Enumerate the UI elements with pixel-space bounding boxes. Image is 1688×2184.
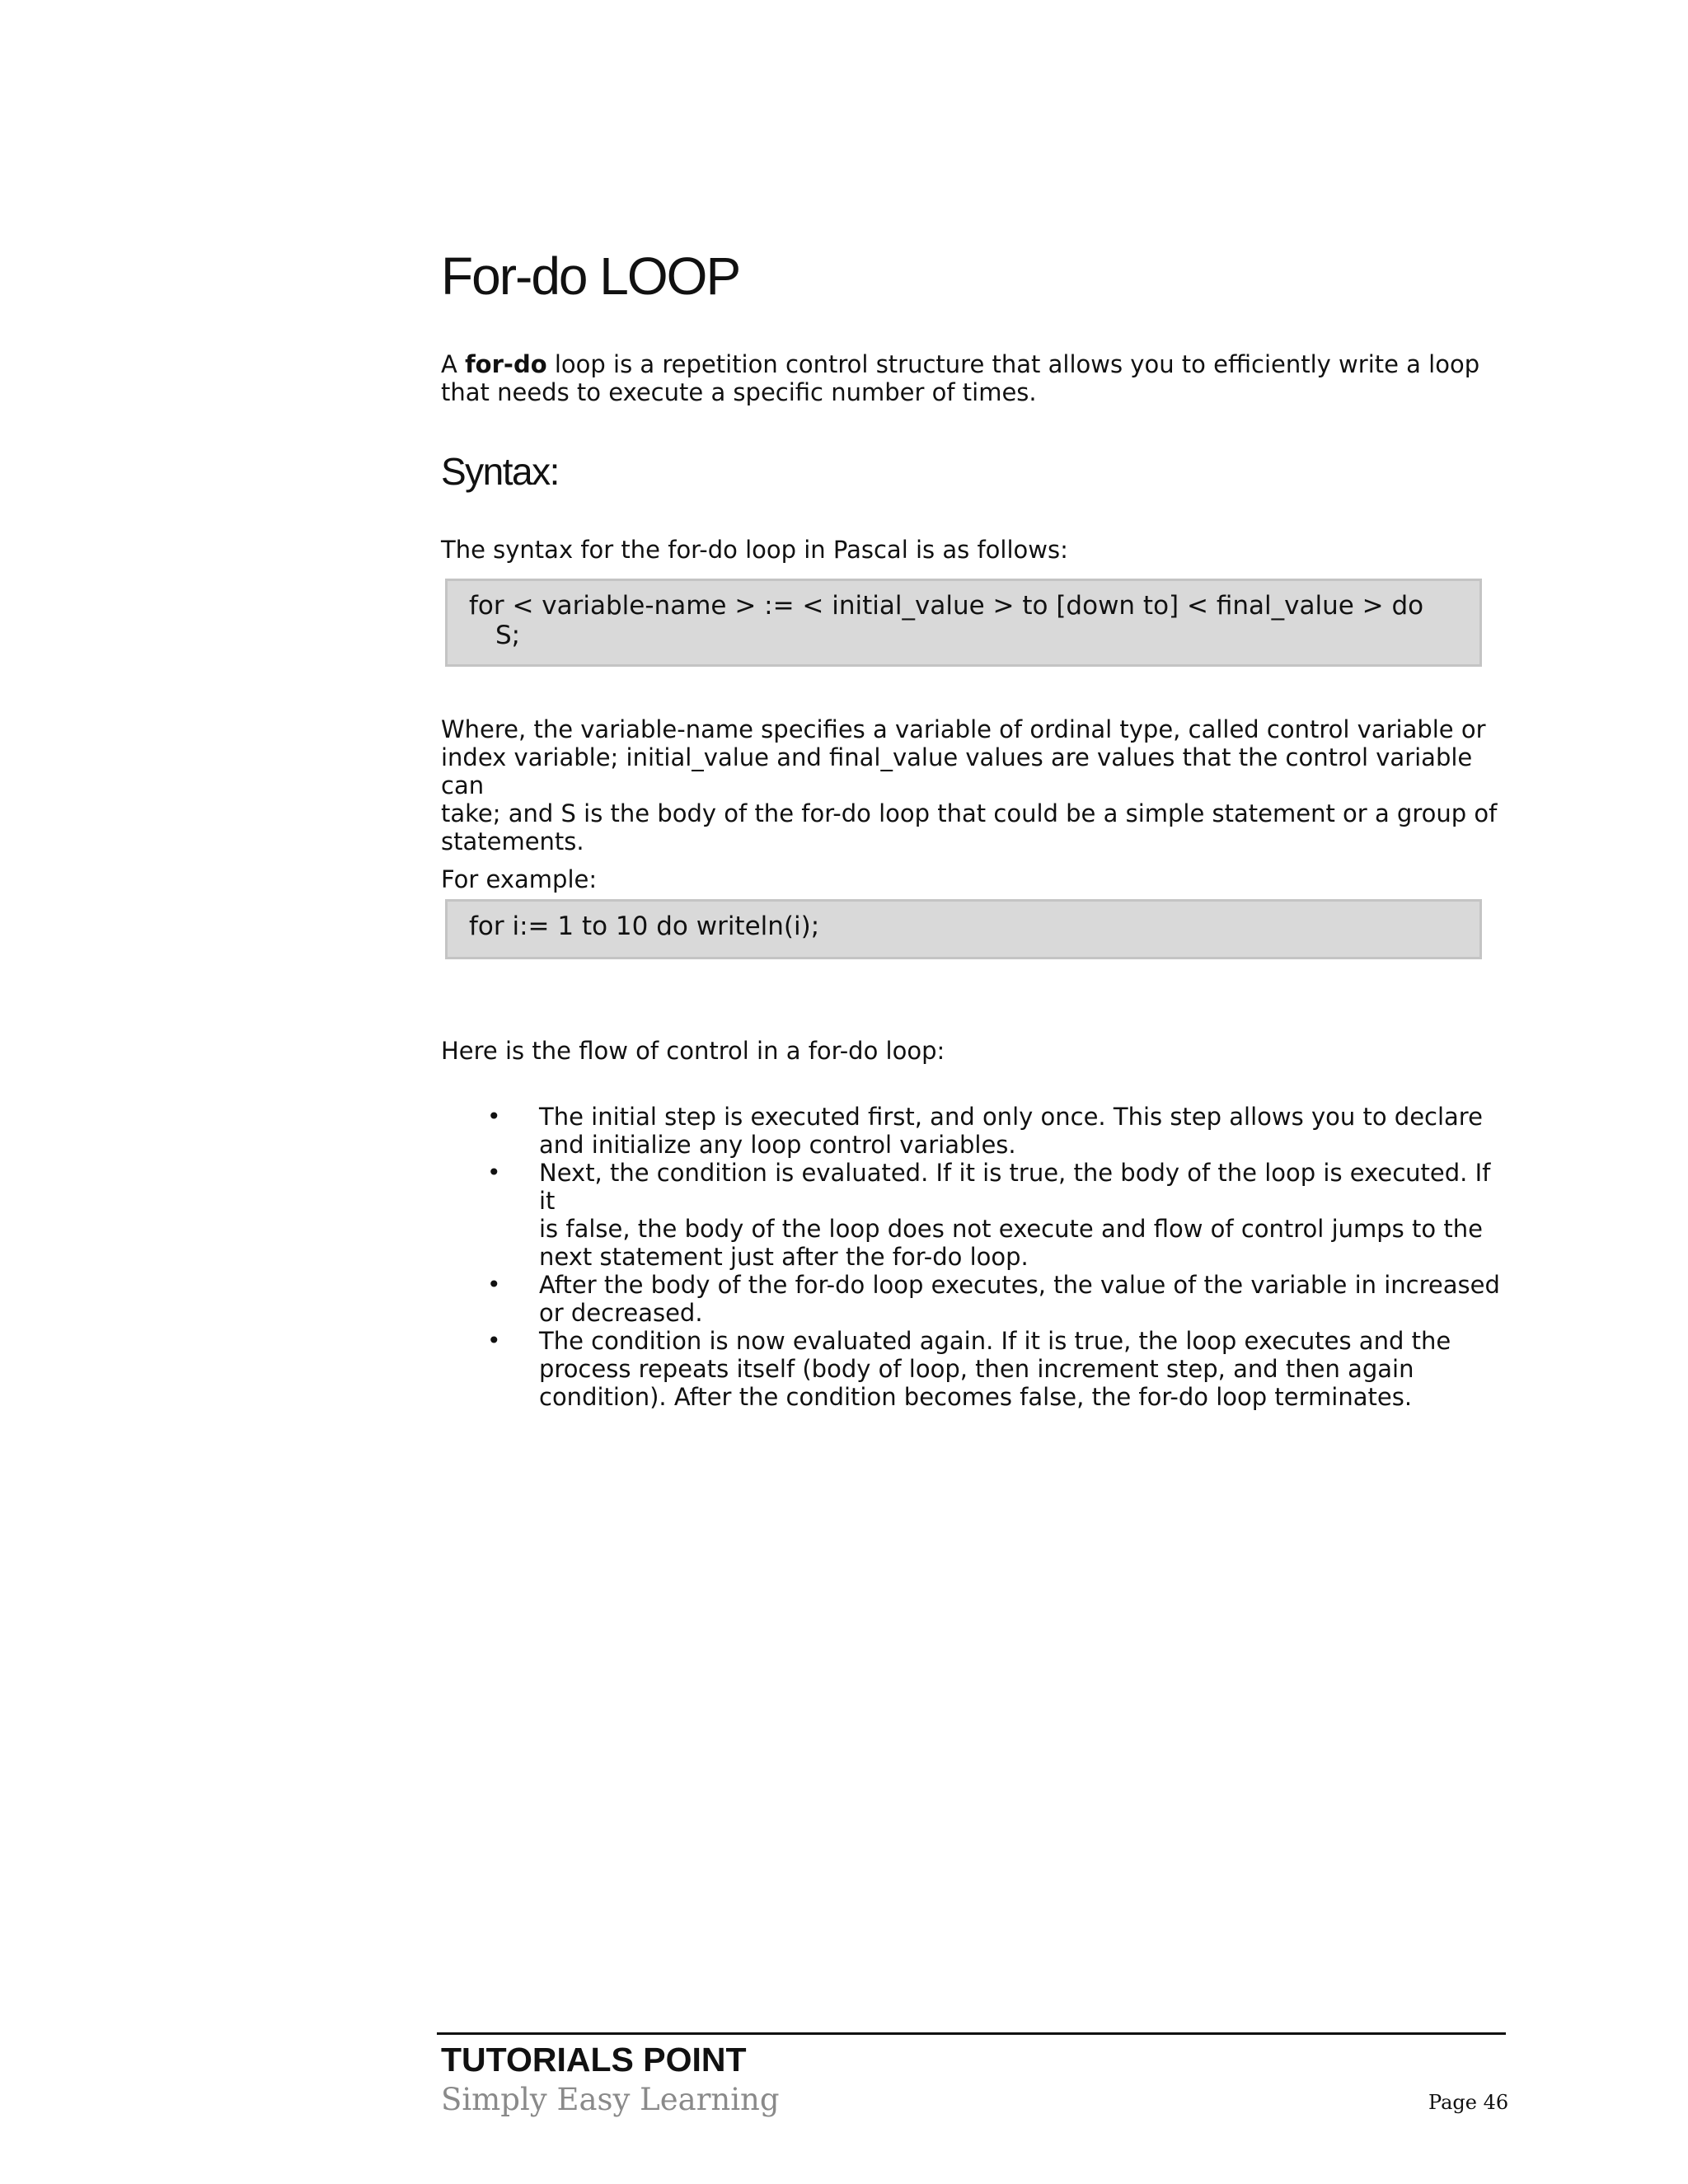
- list-item-line: The initial step is executed first, and only once. This step allows you to declare: [539, 1103, 1483, 1131]
- example-code-block: [445, 899, 1482, 959]
- example-code-line: for i:= 1 to 10 do writeln(i);: [469, 912, 820, 941]
- intro-rest: loop is a repetition control structure that allows you to efficiently write a loop: [546, 350, 1480, 378]
- where-paragraph: [441, 715, 1504, 855]
- list-item: [441, 1103, 1504, 1159]
- list-item: [441, 1271, 1504, 1327]
- syntax-heading: Syntax:: [441, 450, 559, 493]
- list-item-line: and initialize any loop control variables.: [539, 1131, 1016, 1159]
- where-line-4: statements.: [441, 827, 584, 855]
- example-label: For example:: [441, 865, 598, 893]
- where-line-1: Where, the variable-name specifies a variable of ordinal type, called control variable or: [441, 715, 1486, 743]
- list-item: [441, 1327, 1504, 1411]
- footer-brand: TUTORIALS POINT: [441, 2041, 747, 2079]
- intro-paragraph: [441, 350, 1504, 406]
- bullet-glyph: •: [487, 1271, 501, 1298]
- where-line-2: index variable; initial_value and final_value values are values that the control variable can: [441, 743, 1473, 799]
- where-line-3: take; and S is the body of the for-do loop that could be a simple statement or a group of: [441, 799, 1498, 827]
- syntax-code-block: [445, 579, 1482, 667]
- footer-divider: [437, 2032, 1506, 2035]
- intro-line2: that needs to execute a specific number of times.: [441, 378, 1037, 406]
- page-number: Page 46: [1428, 2091, 1509, 2114]
- bullet-glyph: •: [487, 1159, 501, 1186]
- list-item-line: next statement just after the for-do loop.: [539, 1243, 1029, 1271]
- list-item-line: is false, the body of the loop does not execute and flow of control jumps to the: [539, 1215, 1483, 1243]
- list-item-line: process repeats itself (body of loop, then increment step, and then again: [539, 1355, 1414, 1383]
- list-item-line: After the body of the for-do loop executes, the value of the variable in increased: [539, 1271, 1500, 1299]
- footer-tagline: Simply Easy Learning: [441, 2082, 780, 2117]
- list-item-line: condition). After the condition becomes false, the for-do loop terminates.: [539, 1383, 1413, 1411]
- syntax-code-line-2: S;: [495, 621, 521, 650]
- bullet-glyph: •: [487, 1103, 501, 1130]
- syntax-code-line-1: for < variable-name > := < initial_value > to [down to] < final_value > do: [469, 591, 1424, 621]
- bullet-glyph: •: [487, 1327, 501, 1354]
- intro-bold-term: for-do: [465, 350, 547, 378]
- list-item-line: or decreased.: [539, 1299, 703, 1327]
- list-item-line: The condition is now evaluated again. If it is true, the loop executes and the: [539, 1327, 1451, 1355]
- flow-bullet-list: [441, 1103, 1504, 1411]
- intro-prefix: A: [441, 350, 466, 378]
- syntax-intro: The syntax for the for-do loop in Pascal is as follows:: [441, 536, 1068, 564]
- list-item-line: Next, the condition is evaluated. If it is true, the body of the loop is executed. If it: [539, 1159, 1491, 1215]
- list-item: [441, 1159, 1504, 1271]
- flow-intro: Here is the flow of control in a for-do loop:: [441, 1037, 945, 1065]
- page-title: For-do LOOP: [441, 246, 740, 306]
